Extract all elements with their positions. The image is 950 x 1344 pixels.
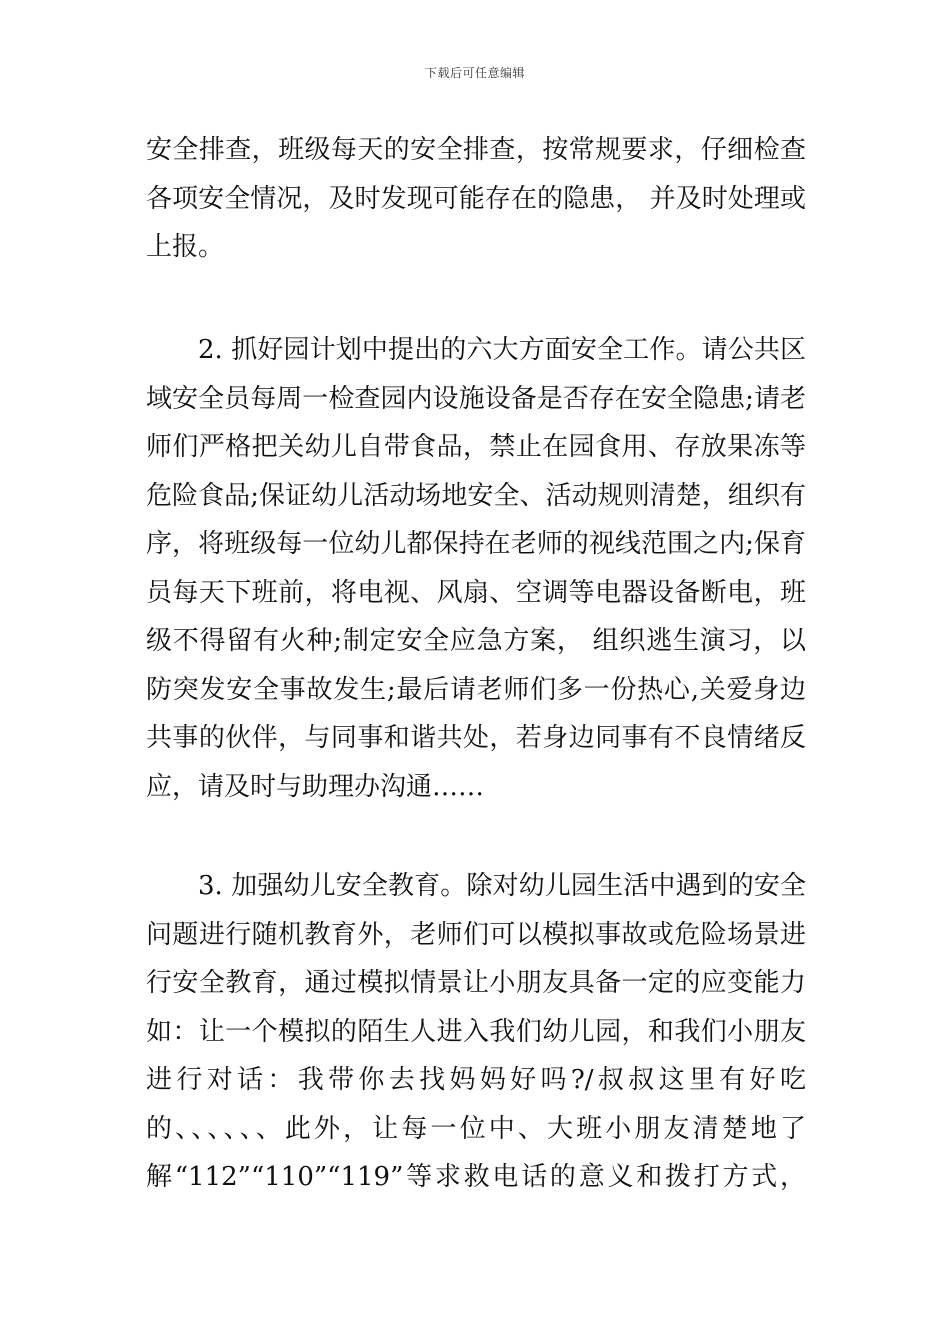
text-line: 序，将班级每一位幼儿都保持在老师的视线范围之内;保育 (146, 529, 806, 559)
text-line: 共事的伙伴，与同事和谐共处，若身边同事有不良情绪反 (146, 723, 806, 753)
text-line: 问题进行随机教育外，老师们可以模拟事故或危险场景进 (146, 919, 806, 950)
text-line: 应，请及时与助理办沟通…… (146, 771, 485, 802)
text-line: 行安全教育，通过模拟情景让小朋友具备一定的应变能力 (146, 968, 806, 998)
text-line: 上报。 (146, 232, 225, 262)
paragraph-2 (146, 326, 806, 811)
text-line: 级不得留有火种;制定安全应急方案， 组织逃生演习，以 (146, 626, 806, 656)
text-line: 域安全员每周一检查园内设施设备是否存在安全隐患;请老 (146, 383, 806, 414)
text-line: 的、、、、、、此外，让每一位中、大班小朋友清楚地了 (146, 1113, 806, 1144)
text-line: 员每天下班前，将电视、风扇、空调等电器设备断电，班 (146, 577, 806, 608)
paragraph-1 (146, 126, 806, 272)
text-line: 解“112”“110”“119”等求救电话的意义和拨打方式， (146, 1162, 806, 1192)
text-line: 师们严格把关幼儿自带食品，禁止在园食用、存放果冻等 (146, 432, 806, 462)
paragraph-3 (146, 862, 806, 1202)
text-line: 各项安全情况，及时发现可能存在的隐患， 并及时处理或 (146, 183, 806, 214)
text-line: 防突发安全事故发生;最后请老师们多一份热心,关爱身边 (146, 674, 806, 705)
text-line: 3. 加强幼儿安全教育。除对幼儿园生活中遇到的安全 (198, 871, 806, 901)
text-line: 2. 抓好园计划中提出的六大方面安全工作。请公共区 (198, 335, 806, 365)
header-note: 下载后可任意编辑 (424, 66, 525, 80)
text-line: 进行对话：我带你去找妈妈好吗?/叔叔这里有好吃 (146, 1065, 806, 1095)
text-line: 如：让一个模拟的陌生人进入我们幼儿园，和我们小朋友 (146, 1016, 806, 1047)
text-line: 危险食品;保证幼儿活动场地安全、活动规则清楚，组织有 (146, 480, 806, 511)
text-line: 安全排查，班级每天的安全排查，按常规要求，仔细检查 (146, 135, 806, 165)
